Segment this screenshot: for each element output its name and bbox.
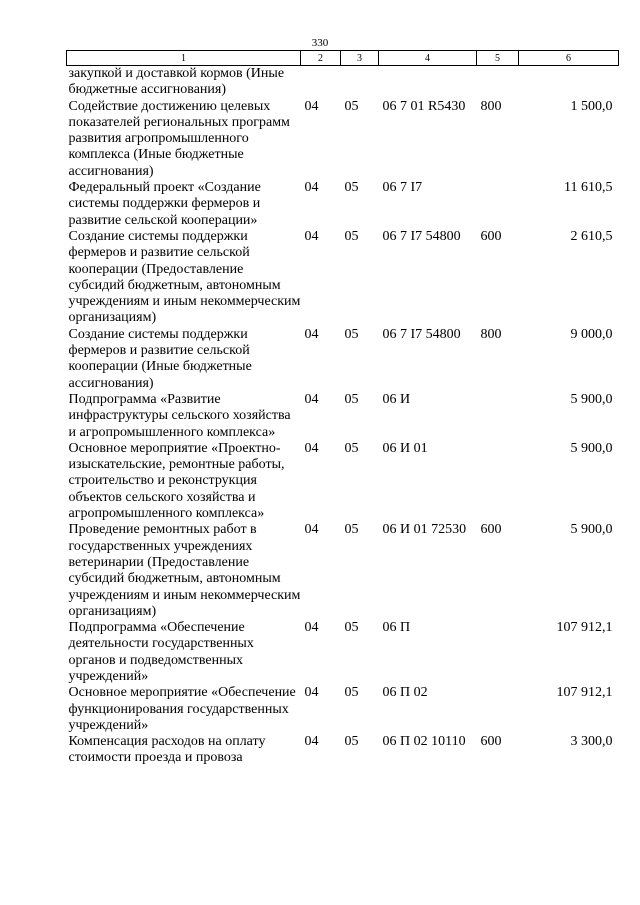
target-article-code: 06 И 01 72530	[382, 522, 467, 538]
amount: 107 912,1	[556, 620, 613, 636]
expense-type-code: 600	[480, 228, 502, 244]
amount: 3 300,0	[570, 734, 613, 750]
table-body	[67, 66, 619, 767]
subsection-code	[341, 66, 379, 99]
subsection-code: 05	[344, 734, 359, 750]
item-name: Создание системы поддержки фермеров и развитие сельской кооперации (Предоставление субсидий бюджетным, автономным учреждениям и иным некоммерческим организациям)	[68, 228, 301, 326]
target-article-code: 06 7 I7 54800	[382, 228, 461, 244]
subsection-code: 05	[344, 180, 359, 196]
expense-type-code	[477, 66, 519, 99]
amount: 5 900,0	[570, 440, 613, 456]
table-row	[67, 180, 619, 229]
column-number-header-row	[67, 51, 619, 66]
subsection-code: 05	[344, 98, 359, 114]
column-number-header: 3	[341, 51, 379, 66]
column-number-header: 4	[379, 51, 477, 66]
expense-type-code	[477, 392, 519, 441]
section-code: 04	[304, 326, 319, 342]
section-code: 04	[304, 391, 319, 407]
target-article-code	[379, 66, 477, 99]
target-article-code: 06 7 I7 54800	[382, 326, 461, 342]
target-article-code: 06 7 I7	[382, 180, 423, 196]
target-article-code: 06 И	[382, 391, 411, 407]
subsection-code: 05	[344, 685, 359, 701]
item-name: Основное мероприятие «Проектно-изыскательские, ремонтные работы, строительство и реконструкция объектов сельского хозяйства и агропромышленного комплекса»	[68, 440, 285, 522]
table-row	[67, 620, 619, 685]
subsection-code: 05	[344, 522, 359, 538]
expense-type-code	[477, 441, 519, 522]
amount: 11 610,5	[564, 180, 613, 196]
amount: 5 900,0	[570, 391, 613, 407]
section-code: 04	[304, 98, 319, 114]
amount: 5 900,0	[570, 522, 613, 538]
table-row	[67, 327, 619, 392]
section-code: 04	[304, 620, 319, 636]
amount: 9 000,0	[570, 326, 613, 342]
expense-type-code	[477, 620, 519, 685]
item-name: Создание системы поддержки фермеров и развитие сельской кооперации (Иные бюджетные ассигнования)	[68, 326, 252, 391]
amount: 2 610,5	[570, 228, 613, 244]
subsection-code: 05	[344, 620, 359, 636]
amount	[519, 66, 619, 99]
subsection-code: 05	[344, 326, 359, 342]
item-name: закупкой и доставкой кормов (Иные бюджетные ассигнования)	[68, 66, 285, 98]
item-name: Основное мероприятие «Обеспечение функционирования государственных учреждений»	[68, 685, 296, 733]
expense-type-code: 800	[480, 326, 502, 342]
subsection-code: 05	[344, 391, 359, 407]
table-row	[67, 734, 619, 767]
table-row	[67, 522, 619, 620]
target-article-code: 06 П	[382, 620, 411, 636]
column-number-header: 2	[301, 51, 341, 66]
item-name: Подпрограмма «Обеспечение деятельности государственных органов и подведомственных учреждений»	[68, 620, 254, 684]
target-article-code: 06 П 02	[382, 685, 428, 701]
section-code: 04	[304, 228, 319, 244]
expense-type-code: 600	[480, 522, 502, 538]
section-code: 04	[304, 522, 319, 538]
table-row	[67, 685, 619, 734]
table-row	[67, 229, 619, 327]
subsection-code: 05	[344, 440, 359, 456]
column-number-header: 6	[519, 51, 619, 66]
column-number-header: 1	[67, 51, 301, 66]
item-name: Подпрограмма «Развитие инфраструктуры сельского хозяйства и агропромышленного комплекса»	[68, 391, 291, 440]
section-code: 04	[304, 440, 319, 456]
subsection-code: 05	[344, 228, 359, 244]
table-row	[67, 441, 619, 522]
budget-table	[66, 50, 619, 767]
amount: 107 912,1	[556, 685, 613, 701]
target-article-code: 06 П 02 10110	[382, 734, 466, 750]
expense-type-code	[477, 685, 519, 734]
target-article-code: 06 7 01 R5430	[382, 98, 466, 114]
expense-type-code	[477, 180, 519, 229]
item-name: Содействие достижению целевых показателей региональных программ развития агропромышленного комплекса (Иные бюджетные ассигнования)	[68, 98, 290, 179]
expense-type-code: 800	[480, 98, 502, 114]
table-row	[67, 66, 619, 99]
section-code	[301, 66, 341, 99]
table-row	[67, 99, 619, 180]
table-row	[67, 392, 619, 441]
expense-type-code: 600	[480, 734, 502, 750]
section-code: 04	[304, 685, 319, 701]
item-name: Федеральный проект «Создание системы поддержки фермеров и развитие сельской кооперации»	[68, 180, 261, 228]
column-number-header: 5	[477, 51, 519, 66]
target-article-code: 06 И 01	[382, 440, 428, 456]
section-code: 04	[304, 734, 319, 750]
section-code: 04	[304, 180, 319, 196]
page-number: 330	[311, 37, 329, 49]
item-name: Проведение ремонтных работ в государственных учреждениях ветеринарии (Предоставление субсидий бюджетным, автономным учреждениям и иным некоммерческим организациям)	[68, 522, 301, 619]
item-name: Компенсация расходов на оплату стоимости проезда и провоза	[68, 734, 266, 766]
amount: 1 500,0	[570, 98, 613, 114]
